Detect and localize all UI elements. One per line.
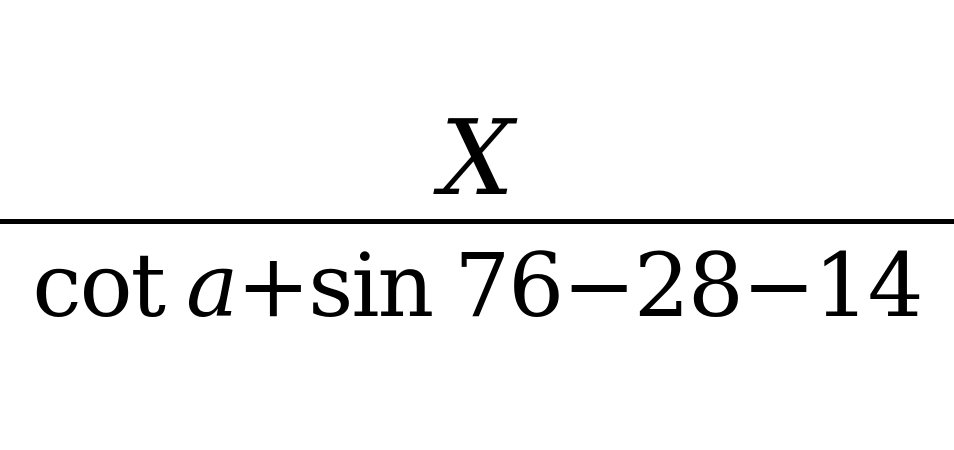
number-14: 14	[813, 234, 922, 337]
number-76: 76	[454, 234, 563, 337]
number-28: 28	[633, 234, 742, 337]
numerator: X	[439, 97, 515, 219]
plus-operator: +	[236, 234, 309, 337]
denominator	[0, 234, 954, 338]
variable-a: a	[186, 234, 237, 337]
fraction-bar	[0, 219, 954, 224]
sin-function: sin	[308, 234, 433, 337]
minus-operator-1: −	[562, 234, 634, 337]
minus-operator-2: −	[741, 234, 814, 337]
cot-function: cot	[32, 234, 165, 337]
